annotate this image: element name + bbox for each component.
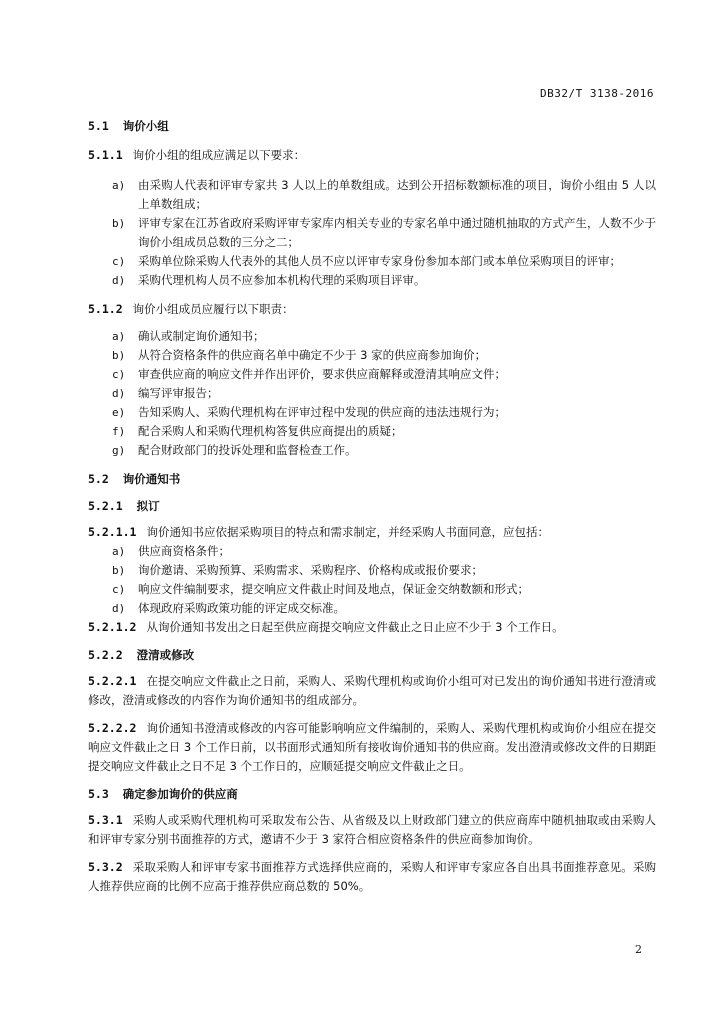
- heading-title: 询价通知书: [122, 472, 181, 486]
- heading-title: 询价小组: [122, 119, 169, 133]
- list-item-text: 采购单位除采购人代表外的其他人员不应以评审专家身份参加本部门或本单位采购项目的评审；: [138, 254, 621, 268]
- list-item-text: 采购代理机构人员不应参加本机构代理的采购项目评审。: [138, 273, 426, 287]
- list-item-text: 从符合资格条件的供应商名单中确定不少于 3 家的供应商参加询价；: [138, 348, 487, 362]
- list-marker: b): [112, 564, 126, 577]
- list-marker: a): [112, 179, 126, 192]
- clause-5-2-1-1: [88, 523, 656, 542]
- clause-number: 5.1.2: [88, 302, 123, 316]
- clause-5-3-2: [88, 858, 656, 896]
- list-marker: b): [112, 349, 126, 362]
- list-item: [88, 542, 656, 561]
- clause-5-1-2: [88, 300, 656, 319]
- list-item-text: 供应商资格条件；: [138, 544, 230, 558]
- list-marker: d): [112, 602, 126, 615]
- list-item-text: 配合财政部门的投诉处理和监督检查工作。: [138, 443, 357, 457]
- list-item: [88, 599, 656, 618]
- heading-5-3: [88, 787, 656, 801]
- heading-number: 5.2.2: [88, 648, 123, 662]
- list-item: [88, 561, 656, 580]
- list-item-text: 体现政府采购政策功能的评定成交标准。: [138, 601, 345, 615]
- clause-text: 在提交响应文件截止之日前，采购人、采购代理机构或询价小组可对已发出的询价通知书进行澄清或修改，澄清或修改的内容作为询价通知书的组成部分。: [88, 674, 656, 707]
- list-item-text: 告知采购人、采购代理机构在评审过程中发现的供应商的违法违规行为；: [138, 405, 506, 419]
- clause-5-2-2-1: [88, 672, 656, 710]
- list-item-text: 询价邀请、采购预算、采购需求、采购程序、价格构成或报价要求；: [138, 563, 483, 577]
- list-item: [88, 365, 656, 384]
- clause-number: 5.2.1.2: [88, 620, 137, 634]
- clause-number: 5.2.2.1: [88, 674, 137, 688]
- list-marker: c): [112, 583, 126, 596]
- page-number: 2: [635, 943, 642, 956]
- list-5-2-1: [88, 542, 656, 618]
- clause-5-3-1: [88, 811, 656, 849]
- list-item-text: 审查供应商的响应文件并作出评价，要求供应商解释或澄清其响应文件；: [138, 367, 506, 381]
- clause-number: 5.3.2: [88, 860, 123, 874]
- list-item: [88, 384, 656, 403]
- heading-title: 澄清或修改: [136, 648, 195, 662]
- heading-number: 5.1: [88, 119, 109, 133]
- list-marker: f): [112, 425, 126, 438]
- list-marker: d): [112, 387, 126, 400]
- list-item: [88, 422, 656, 441]
- clause-number: 5.2.2.2: [88, 721, 137, 735]
- list-5-1-2: [88, 327, 656, 460]
- list-item: [88, 441, 656, 460]
- document-body: [88, 119, 656, 896]
- clause-text: 从询价通知书发出之日起至供应商提交响应文件截止之日止应不少于 3 个工作日。: [146, 620, 564, 634]
- heading-title: 拟订: [136, 499, 160, 513]
- list-item: [88, 327, 656, 346]
- list-item-text: 由采购人代表和评审专家共 3 人以上的单数组成。达到公开招标数额标准的项目，询价小组由 5 人以上单数组成；: [138, 178, 656, 211]
- list-marker: b): [112, 217, 126, 230]
- heading-5-2: [88, 472, 656, 486]
- list-marker: d): [112, 274, 126, 287]
- clause-text: 询价小组的组成应满足以下要求：: [132, 148, 306, 162]
- clause-5-1-1: [88, 146, 656, 165]
- clause-text: 采取采购人和评审专家书面推荐方式选择供应商的，采购人和评审专家应各自出具书面推荐意见。采购人推荐供应商的比例不应高于推荐供应商总数的 50%。: [88, 860, 656, 893]
- list-item: [88, 580, 656, 599]
- list-item: [88, 403, 656, 422]
- clause-number: 5.3.1: [88, 813, 123, 827]
- list-marker: c): [112, 255, 126, 268]
- clause-text: 询价通知书应依据采购项目的特点和需求制定，并经采购人书面同意，应包括：: [146, 525, 549, 539]
- list-item: [88, 214, 656, 252]
- heading-number: 5.2.1: [88, 499, 123, 513]
- clause-5-2-2-2: [88, 719, 656, 776]
- list-item-text: 配合采购人和采购代理机构答复供应商提出的质疑；: [138, 424, 403, 438]
- list-marker: g): [112, 444, 126, 457]
- standard-code: DB32/T 3138-2016: [540, 87, 654, 100]
- clause-text: 询价通知书澄清或修改的内容可能影响响应文件编制的，采购人、采购代理机构或询价小组应在提交响应文件截止之日 3 个工作日前，以书面形式通知所有接收询价通知书的供应商。发出澄清或修改文件的日期距提交响应文件截止之日不足 3 个工作日的，应顺延提交响应文件截止之日。: [88, 721, 656, 773]
- list-item-text: 确认或制定询价通知书；: [138, 329, 265, 343]
- clause-5-2-1-2: [88, 618, 656, 637]
- list-marker: e): [112, 406, 126, 419]
- clause-number: 5.1.1: [88, 148, 123, 162]
- list-marker: c): [112, 368, 126, 381]
- list-marker: a): [112, 330, 126, 343]
- clause-text: 询价小组成员应履行以下职责：: [132, 302, 294, 316]
- list-item: [88, 176, 656, 214]
- heading-number: 5.3: [88, 787, 109, 801]
- heading-5-2-1: [88, 499, 656, 513]
- heading-5-2-2: [88, 648, 656, 662]
- list-item: [88, 346, 656, 365]
- list-marker: a): [112, 545, 126, 558]
- list-item-text: 响应文件编制要求，提交响应文件截止时间及地点，保证金交纳数额和形式；: [138, 582, 529, 596]
- heading-5-1: [88, 119, 656, 133]
- list-item-text: 编写评审报告；: [138, 386, 219, 400]
- clause-number: 5.2.1.1: [88, 525, 137, 539]
- heading-title: 确定参加询价的供应商: [122, 787, 238, 801]
- list-item: [88, 271, 656, 290]
- list-5-1-1: [88, 176, 656, 290]
- list-item-text: 评审专家在江苏省政府采购评审专家库内相关专业的专家名单中通过随机抽取的方式产生，人数不少于询价小组成员总数的三分之二；: [138, 216, 656, 249]
- clause-text: 采购人或采购代理机构可采取发布公告、从省级及以上财政部门建立的供应商库中随机抽取或由采购人和评审专家分别书面推荐的方式，邀请不少于 3 家符合相应资格条件的供应商参加询价。: [88, 813, 656, 846]
- heading-number: 5.2: [88, 472, 109, 486]
- list-item: [88, 252, 656, 271]
